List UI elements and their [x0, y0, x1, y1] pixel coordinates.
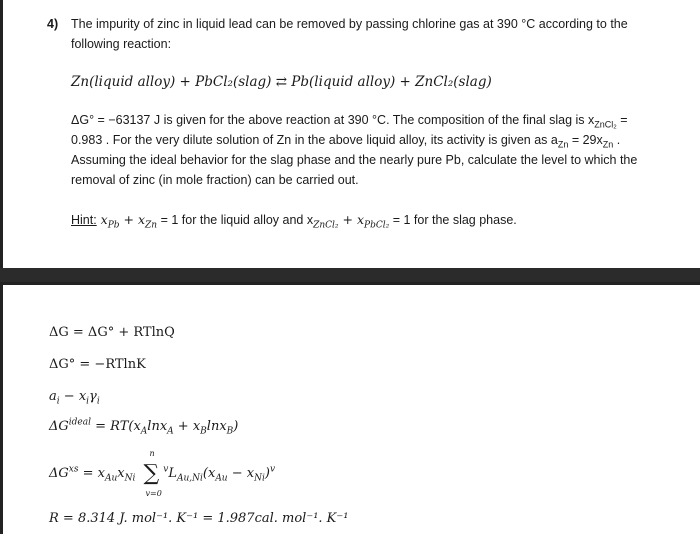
hint-label: Hint:: [71, 213, 97, 227]
formulas-panel: [0, 282, 700, 534]
formula-gibbs-ideal: $\Delta G^{ideal} = RT(x_A\ln x_A + x_B\ln x_B)$: [49, 417, 239, 437]
problem-line-1: The impurity of zinc in liquid lead can be removed by passing chlorine gas at 390 °C according to the: [71, 17, 628, 31]
problem-paragraph-line-1: ΔG° = −63137 J is given for the above reaction at 390 °C. The composition of the final slag is $x_{ZnCl_2}$ =: [71, 113, 628, 130]
panel-divider: [0, 268, 700, 282]
formula-activity: $a_i - x_i\gamma_i$: [49, 389, 100, 407]
problem-number: 4): [47, 17, 59, 31]
problem-paragraph-line-4: removal of zinc (in mole fraction) can be carried out.: [71, 173, 359, 187]
summation-symbol: ∑ n v=0: [143, 449, 162, 498]
hint-line: Hint: $x_{Pb} + x_{Zn} = 1$ for the liquid alloy and $x_{ZnCl_2} + x_{PbCl_2} = 1$ for the slag phase.: [71, 212, 517, 231]
formula-gas-constant: R = 8.314 J. mol⁻¹. K⁻¹ = 1.987cal. mol⁻¹. K⁻¹: [49, 511, 349, 526]
reaction-equation: Zn(liquid alloy) + PbCl₂(slag) ⇄ Pb(liquid alloy) + ZnCl₂(slag): [71, 74, 492, 90]
problem-paragraph-line-3: Assuming the ideal behavior for the slag phase and the nearly pure Pb, calculate the level to which the: [71, 153, 638, 167]
formula-gibbs-q: ΔG = ΔG° + RTlnQ: [49, 325, 175, 340]
problem-paragraph-line-2: 0.983 . For the very dilute solution of Zn in the above liquid alloy, its activity is given as $a_{Zn} = 29x_{Zn}$ .: [71, 133, 621, 150]
formula-gibbs-k: ΔG° = −RTlnK: [49, 357, 146, 372]
formula-gibbs-excess: $\Delta G^{xs} = x_{Au}x_{Ni}$ ∑ n v=0 $^vL_{Au,Ni}(x_{Au} - x_{Ni})^v$: [49, 449, 276, 498]
problem-line-2: following reaction:: [71, 37, 172, 51]
